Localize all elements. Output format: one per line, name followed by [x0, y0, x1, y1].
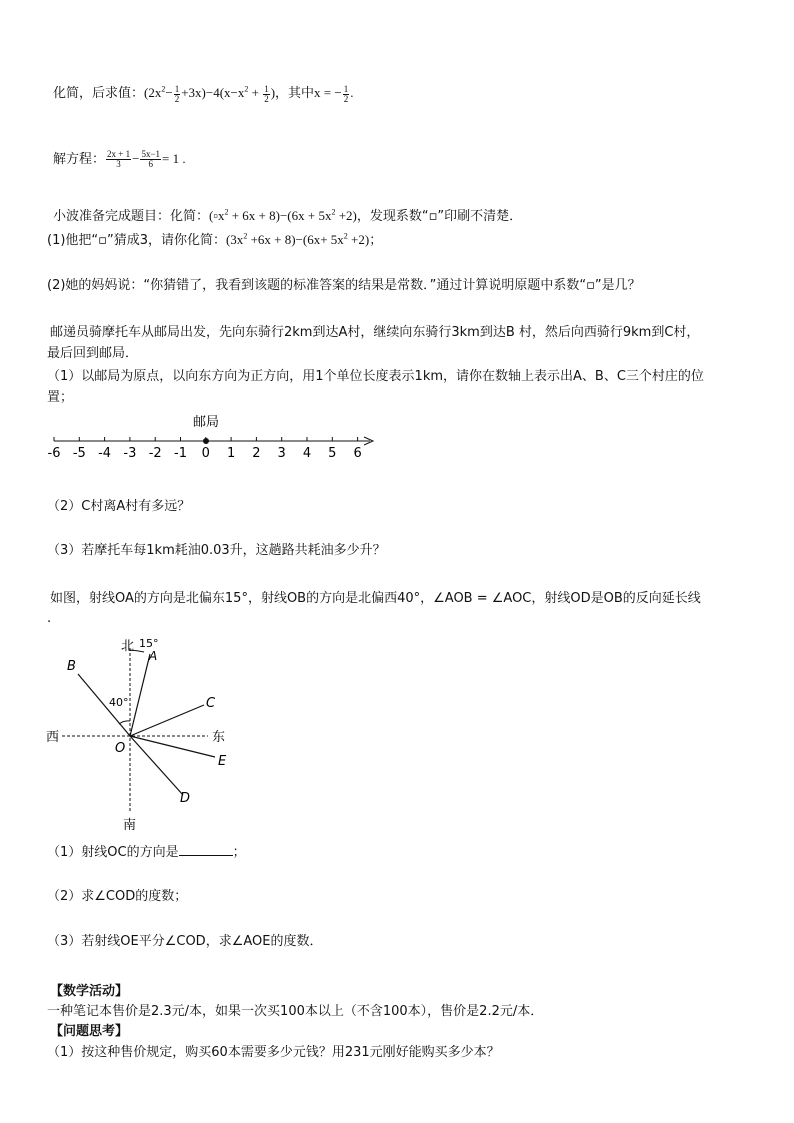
- ray-OA: [130, 654, 150, 736]
- ray-OC: [130, 705, 204, 736]
- tick-label: -5: [72, 446, 86, 461]
- tick-label: 1: [226, 446, 236, 461]
- tick-label: 6: [353, 446, 362, 461]
- q5-line1-dot: .: [47, 611, 52, 626]
- q2-rhs: = 1 .: [162, 151, 186, 166]
- point-E-label: E: [218, 754, 227, 769]
- q6-part1: （1）按这种售价规定，购买60本需要多少元钱？用231元刚好能购买多少本？: [47, 1045, 500, 1060]
- south-label: 南: [123, 818, 137, 832]
- q2-frac2: $\frac{5x-1}{6}$: [141, 149, 161, 169]
- q2-line: 解方程： $\frac{2x + 1}{3}$ − $\frac{5x-1}{6}$ = 1 .: [53, 149, 186, 169]
- tick-label: -2: [148, 446, 162, 461]
- tick-label: 3: [277, 446, 286, 461]
- tick-label: -3: [123, 446, 137, 461]
- point-D-label: D: [180, 791, 191, 806]
- ray-OE: [130, 736, 215, 757]
- number-line: [40, 408, 390, 468]
- tick-label: -1: [174, 446, 187, 461]
- point-B-label: B: [67, 659, 76, 674]
- point-C-label: C: [206, 696, 216, 711]
- answer-blank[interactable]: [179, 843, 233, 856]
- q4-part3: （3）若摩托车每1km耗油0.03升，这趟路共耗油多少升？: [47, 543, 386, 558]
- q4-line1: 邮递员骑摩托车从邮局出发，先向东骑行2km到达A村，继续向东骑行3km到达B 村，然后向西骑行9km到C村，: [50, 325, 700, 340]
- q5-part2: （2）求∠COD的度数；: [47, 889, 188, 904]
- tick-label: -6: [47, 446, 61, 461]
- q1-frac-x: $\frac{1}{2}$: [343, 83, 349, 104]
- west-label: 西: [46, 730, 60, 745]
- tick-label: 5: [328, 446, 337, 461]
- point-A-label: A: [149, 649, 158, 663]
- east-label: 东: [212, 730, 226, 745]
- tick-label: 4: [302, 446, 312, 461]
- q1-frac-half: $\frac{1}{2}$: [174, 83, 180, 104]
- q2-prefix: 解方程：: [53, 152, 106, 167]
- q3-part2: (2)她的妈妈说：“你猜错了，我看到该题的标准答案的结果是常数．”通过计算说明原题中系数“▫”是几？: [47, 278, 641, 293]
- direction-figure: [40, 632, 260, 832]
- q1-frac-half-2: $\frac{1}{2}$: [264, 83, 269, 104]
- north-label: 北: [121, 639, 135, 654]
- angle-40-label: 40°: [109, 696, 129, 709]
- tick-label: 0: [201, 446, 210, 461]
- angle-40-arc: [119, 721, 130, 724]
- q5-part1: （1）射线OC的方向是 ；: [47, 845, 246, 860]
- point-O-label: O: [115, 741, 126, 756]
- q2-frac1: $\frac{2x + 1}{3}$: [107, 149, 131, 169]
- tick-label: -4: [98, 446, 112, 461]
- q3-part1: (1)他把“▫”猜成3，请你化简：$(3x^2 +6x + 8)-(6x+ 5x^2 +2)$；: [47, 231, 383, 248]
- q4-line2: 最后回到邮局．: [47, 346, 139, 361]
- q5-line1: 如图，射线OA的方向是北偏东15°，射线OB的方向是北偏西40°，∠AOB = ∠AOC，射线OD是OB的反向延长线: [50, 591, 701, 606]
- q5-part3: （3）若射线OE平分∠COD，求∠AOE的度数．: [47, 934, 323, 949]
- tick-label: 2: [252, 446, 261, 461]
- angle-15-label: 15°: [139, 637, 159, 650]
- number-line-origin-label: 邮局: [192, 415, 220, 430]
- q4-part1a: （1）以邮局为原点，以向东方向为正方向，用1个单位长度表示1km，请你在数轴上表示出A、B、C三个村庄的位: [47, 369, 704, 384]
- q1-prefix: 化简，后求值：: [53, 86, 145, 101]
- q1-line: [53, 84, 353, 104]
- q4-part2: （2）C村离A村有多远？: [47, 499, 191, 514]
- q6-heading2: 【问题思考】: [50, 1024, 129, 1039]
- q3-intro: 小波准备完成题目：化简：$(▫x^2 + 6x + 8)-(6x + 5x^2 +2)$，发现系数“▫”印刷不清楚．: [53, 207, 523, 224]
- q1-expr: ($2x^2-$ $\frac{1}{2}$ $+3x)-4(x-x^2$ + $\frac{1}{2}$ )，其中x = − $\frac{1}{2}$ .: [144, 83, 354, 104]
- ray-OD: [130, 736, 183, 795]
- q6-heading1: 【数学活动】: [50, 984, 129, 999]
- q6-line1: 一种笔记本售价是2.3元/本，如果一次买100本以上（不含100本），售价是2.2元/本．: [47, 1004, 544, 1019]
- q4-part1b: 置；: [47, 390, 74, 405]
